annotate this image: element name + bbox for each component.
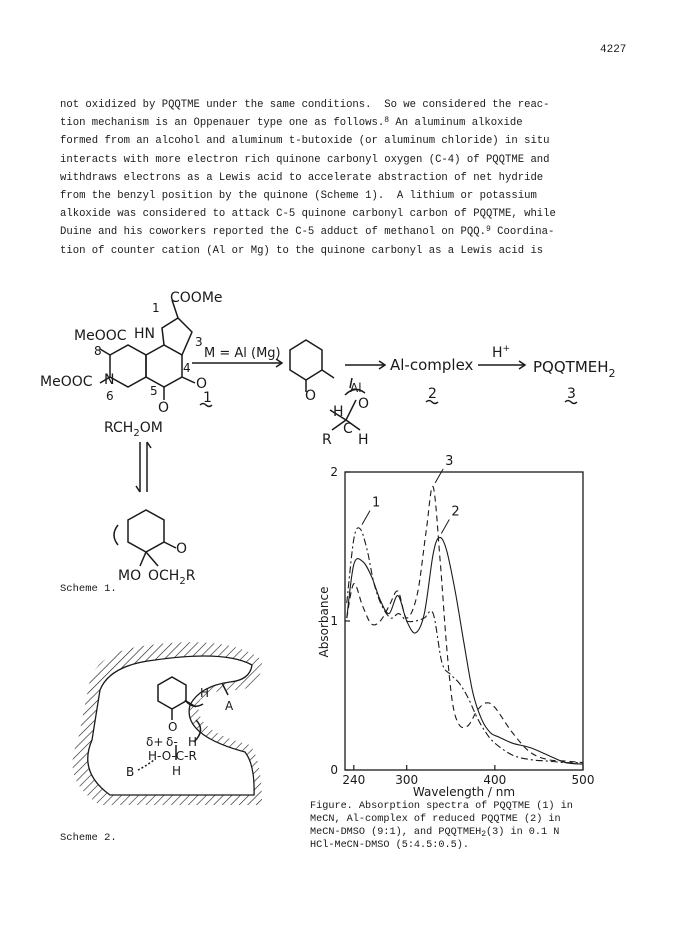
x-tick-label: 400 bbox=[483, 773, 507, 787]
caption-line-1: Figure. Absorption spectra of PQQTME (1) in bbox=[310, 801, 573, 812]
body-line-5: withdraws electrons as a Lewis acid to accelerate abstraction of net hydride bbox=[60, 171, 544, 184]
page-number: 4227 bbox=[600, 44, 627, 56]
label-condition: M = Al (Mg) bbox=[204, 346, 281, 361]
label-int-o-left: O bbox=[305, 388, 317, 404]
caption-line-4: HCl-MeCN-DMSO (5:4.5:0.5). bbox=[310, 840, 469, 851]
label-adduct-och: $OCH_2R$ bbox=[148, 568, 196, 587]
label-int-al: Al bbox=[350, 381, 362, 395]
label-int-r: R bbox=[322, 432, 332, 448]
compound-number-1: 1 bbox=[203, 390, 212, 406]
series-line-3 bbox=[347, 486, 583, 762]
label-al-complex: Al-complex bbox=[390, 356, 474, 374]
caption-line-3 bbox=[310, 826, 660, 839]
series-leader-1 bbox=[362, 511, 370, 525]
body-line-4: interacts with more electron rich quinone carbonyl oxygen (C-4) of PQQTME and bbox=[60, 153, 550, 166]
series-line-1 bbox=[347, 528, 583, 763]
scheme2-label-h-top: H bbox=[200, 686, 210, 700]
atom-label-4: 4 bbox=[183, 361, 191, 375]
scheme2-label-h-bottom: H bbox=[172, 764, 182, 778]
body-line-7: alkoxide was considered to attack C-5 quinone carbonyl carbon of PQQTME, while bbox=[60, 208, 556, 221]
series-label-1: 1 bbox=[371, 495, 381, 511]
scheme2-label-h-right: H bbox=[188, 735, 198, 749]
body-line-2-text: tion mechanism is an Oppenauer type one as follows. bbox=[60, 117, 385, 130]
label-reagent: $RCH_2OM$ bbox=[104, 420, 163, 439]
body-line-3: formed from an alcohol and aluminum t-butoxide (or aluminum chloride) in situ bbox=[60, 135, 550, 148]
label-meooc-left: MeOOC bbox=[40, 374, 93, 390]
atom-label-8: 8 bbox=[94, 344, 102, 358]
label-int-h2: H bbox=[358, 432, 369, 448]
series-label-2: 2 bbox=[451, 504, 460, 520]
label-int-h: H bbox=[333, 404, 344, 420]
label-meooc-top: MeOOC bbox=[74, 328, 127, 344]
series-line-2 bbox=[347, 537, 583, 764]
y-axis-label: Absorbance bbox=[317, 586, 331, 658]
scheme2-label-b: B bbox=[126, 765, 135, 779]
atom-label-1: 1 bbox=[152, 301, 160, 315]
atom-label-5: 5 bbox=[150, 384, 158, 398]
caption-line-3-a: MeCN-DMSO (9:1), and PQQTMEH bbox=[310, 827, 482, 838]
y-axis-ticks bbox=[330, 465, 350, 777]
scheme2-label-a: A bbox=[225, 699, 234, 713]
y-tick-label: 0 bbox=[330, 763, 338, 777]
body-line-8-text: Duine and his coworkers reported the C-5 adduct of methanol on PQQ. bbox=[60, 226, 486, 239]
scheme2-label-o: O bbox=[168, 720, 178, 734]
y-tick-label: 1 bbox=[330, 614, 338, 628]
label-adduct-o: O bbox=[176, 541, 188, 557]
compound-number-3: 3 bbox=[567, 386, 576, 402]
label-n: N bbox=[104, 372, 115, 388]
x-tick-label: 500 bbox=[571, 773, 595, 787]
scheme-1-label: Scheme 1. bbox=[60, 583, 117, 595]
y-tick-label: 2 bbox=[330, 465, 338, 479]
body-line-8-tail: Coordina- bbox=[490, 226, 555, 239]
x-tick-label: 240 bbox=[342, 773, 366, 787]
label-int-c: C bbox=[343, 421, 353, 437]
body-line-9: tion of counter cation (Al or Mg) to the quinone carbonyl as a Lewis acid is bbox=[60, 244, 544, 257]
reference-8: 8 bbox=[384, 116, 390, 126]
reference-9: 9 bbox=[485, 225, 491, 235]
series-labels bbox=[362, 454, 460, 534]
label-product: $PQQTMEH_2$ bbox=[533, 358, 616, 380]
series-leader-2 bbox=[441, 520, 449, 534]
figure-caption bbox=[310, 800, 660, 852]
scheme2-label-chain: H-O-C-R bbox=[148, 749, 197, 763]
label-coome: COOMe bbox=[170, 290, 223, 306]
body-line-1: not oxidized by PQQTME under the same conditions. So we considered the reac- bbox=[60, 99, 550, 111]
label-adduct-mo: MO bbox=[118, 568, 142, 584]
compound-number-2: 2 bbox=[428, 386, 437, 402]
caption-line-3-sub: 2 bbox=[481, 830, 486, 839]
body-line-2-tail: An aluminum alkoxide bbox=[389, 117, 523, 130]
scheme-2-label: Scheme 2. bbox=[60, 832, 117, 844]
label-hn: HN bbox=[134, 326, 155, 342]
scheme2-label-delta-plus: δ+ bbox=[146, 735, 164, 749]
atom-label-3: 3 bbox=[195, 335, 203, 349]
series-label-3: 3 bbox=[445, 453, 454, 469]
x-tick-label: 300 bbox=[395, 773, 419, 787]
x-axis-ticks bbox=[342, 765, 594, 787]
caption-line-2: MeCN, Al-complex of reduced PQQTME (2) in bbox=[310, 814, 561, 825]
series-leader-3 bbox=[435, 469, 443, 483]
series-layer bbox=[347, 486, 583, 764]
scheme2-label-delta-minus: δ- bbox=[166, 735, 178, 749]
atom-label-6: 6 bbox=[106, 389, 114, 403]
label-o-bottom: O bbox=[158, 400, 170, 416]
x-axis-label: Wavelength / nm bbox=[412, 785, 516, 799]
caption-line-3-b: (3) in 0.1 N bbox=[486, 827, 560, 838]
label-h-plus: H+ bbox=[492, 344, 511, 361]
label-int-o-right: O bbox=[358, 396, 370, 412]
body-line-6: from the benzyl position by the quinone (Scheme 1). A lithium or potassium bbox=[60, 190, 537, 203]
label-o-keto: O bbox=[196, 376, 208, 392]
